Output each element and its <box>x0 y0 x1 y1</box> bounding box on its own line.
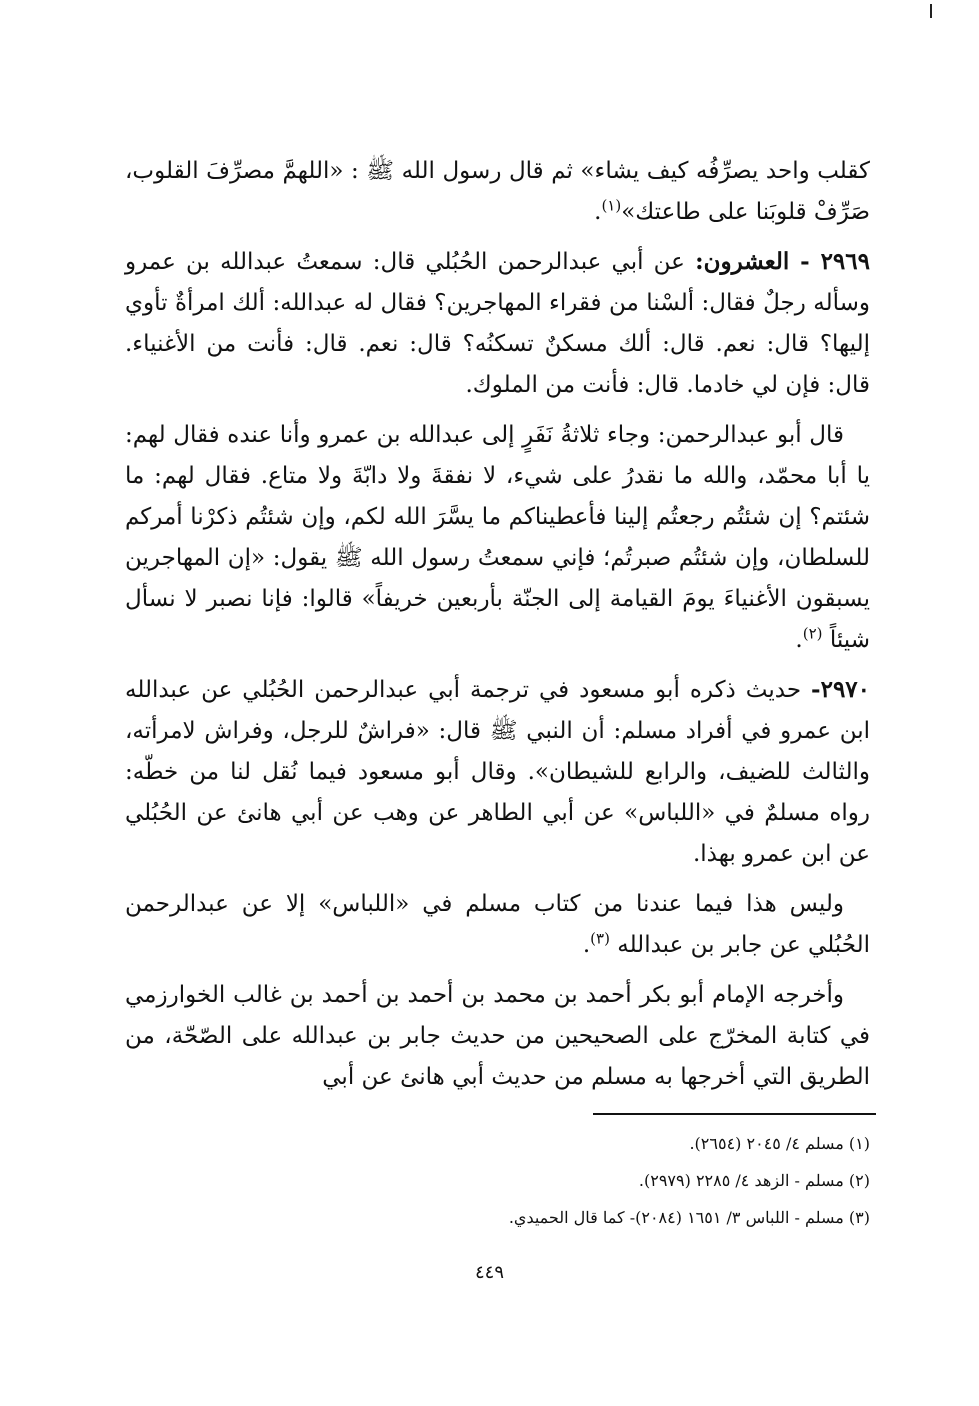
page-number: ٤٤٩ <box>474 1262 504 1283</box>
paragraph-text: حديث ذكره أبو مسعود في ترجمة أبي عبدالرحمن الحُبُلي عن عبدالله ابن عمرو في أفراد مسلم: أن النبي ﷺ قال: «فراشٌ للرجل، وفراش لامرأته، والثالث للضيف، والرابع للشيطان». وقال أبو مسعود فيما نُقل لنا من خطّه: رواه مسلمٌ في «اللباس» عن أبي الطاهر عن وهب عن أبي هانئ عن الحُبُلي عن ابن عمرو بهذا. <box>125 677 870 867</box>
hadith-number: ٢٩٧٠- <box>811 676 871 703</box>
paragraph-1 <box>125 150 870 233</box>
paragraph-text: كقلب واحد يصرِّفُه كيف يشاء» ثم قال رسول الله ﷺ : «اللهمَّ مصرِّفَ القلوب، صَرِّفْ قلوبَنا على طاعتك» <box>125 158 870 225</box>
footnote-2: (٢) مسلم - الزهد ٤/ ٢٢٨٥ (٢٩٧٩). <box>638 1171 870 1190</box>
paragraph-text: وليس هذا فيما عندنا من كتاب مسلم في «اللباس» إلا عن عبدالرحمن الحُبُلي عن جابر بن عبدالله <box>125 891 870 958</box>
footnote-1: (١) مسلم ٤/ ٢٠٤٥ (٢٦٥٤). <box>689 1134 870 1153</box>
paragraph-text: قال أبو عبدالرحمن: وجاء ثلاثةُ نَفَرٍ إلى عبدالله بن عمرو وأنا عنده فقال لهم: يا أبا محمّد، والله ما نقدرُ على شيء، لا نفقةَ ولا دابّةَ ولا متاع. فقال لهم: ما شئتم؟ إن شئتُم رجعتُم إلينا فأعطيناكم ما يسَّرَ الله لكم، وإن شئتُم ذكرْنا أمركم للسلطان، وإن شئتُم صبرتُم؛ فإني سمعتُ رسول الله ﷺ يقول: «إن المهاجرين يسبقون الأغنياءَ يومَ القيامة إلى الجنّة بأربعين خريفاً» قالوا: فإنا نصبر لا نسأل شيئاً <box>125 422 870 653</box>
paragraph-tail: . <box>795 627 803 653</box>
paragraph-4 <box>125 669 870 875</box>
footnote-separator <box>593 1113 876 1115</box>
paragraph-tail: . <box>594 199 602 225</box>
paragraph-text: عن أبي عبدالرحمن الحُبُلي قال: سمعتُ عبدالله بن عمرو وسأله رجلٌ فقال: ألسْنا من فقراء المهاجرين؟ فقال له عبدالله: ألك امرأةٌ تأوي إليها؟ قال: نعم. قال: ألك مسكنٌ تسكنُه؟ قال: نعم. قال: فأنت من الأغنياء. قال: فإن لي خادما. قال: فأنت من الملوك. <box>125 249 870 398</box>
paragraph-tail: . <box>582 932 591 958</box>
footnote-3: (٣) مسلم - اللباس ٣/ ١٦٥١ (٢٠٨٤)- كما قال الحميدي. <box>508 1208 870 1227</box>
footnote-ref: (١) <box>601 196 622 215</box>
paragraph-2 <box>125 241 870 406</box>
main-text <box>125 150 870 1106</box>
footnotes <box>125 1125 870 1236</box>
scan-mark <box>930 4 932 18</box>
paragraph-text: وأخرجه الإمام أبو بكر أحمد بن محمد بن أحمد بن أحمد بن غالب الخوارزمي في كتابة المخرّج على الصحيحين من حديث جابر بن عبدالله على الصّحّة، من الطريق التي أخرجها به مسلم من حديث أبي هانئ عن أبي <box>125 982 870 1090</box>
footnote-ref: (٢) <box>802 624 823 643</box>
paragraph-5 <box>125 883 870 966</box>
footnote-ref: (٣) <box>590 929 610 948</box>
paragraph-3 <box>125 414 870 661</box>
paragraph-6 <box>125 974 870 1098</box>
hadith-number: ٢٩٦٩ - العشرون: <box>695 248 870 275</box>
